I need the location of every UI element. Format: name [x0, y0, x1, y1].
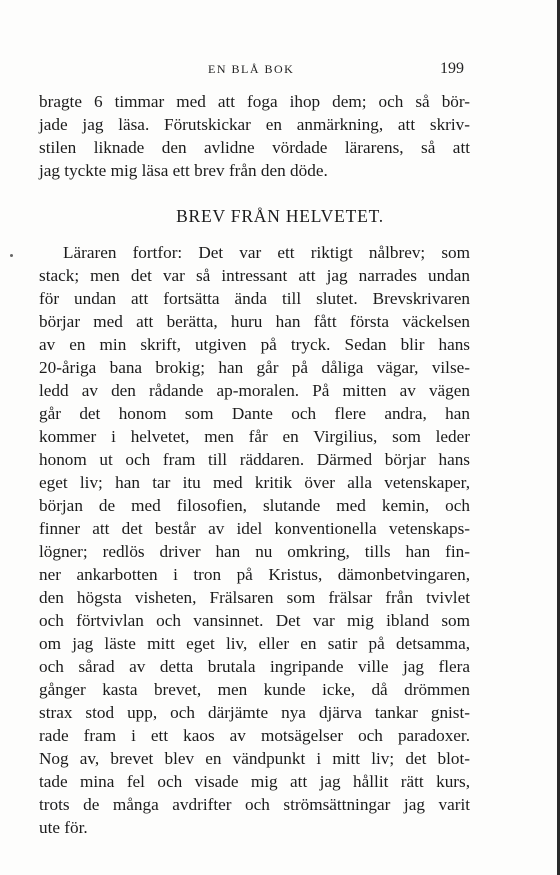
text-line: strax stod upp, och därjämte nya djärva tankar gnist- [39, 703, 470, 722]
text-line: Läraren fortfor: Det var ett riktigt nålbrev; som [63, 243, 470, 262]
running-header [0, 60, 560, 84]
text-line: ute för. [39, 818, 88, 837]
text-line: ledd av den rådande ap-moralen. På mitten av vägen [39, 381, 470, 400]
text-line: stack; men det var så intressant att jag narrades undan [39, 266, 470, 285]
text-line: ner ankarbotten i tron på Kristus, dämonbetvingaren, [39, 565, 470, 584]
margin-speck [10, 254, 13, 257]
text-line: den högsta visheten, Frälsaren som frälsar från tvivlet [39, 588, 470, 607]
text-line: börjar med att berätta, huru han fått första väckelsen [39, 312, 470, 331]
text-line: rade fram i ett kaos av motsägelser och paradoxer. [39, 726, 470, 745]
text-line: lögner; redlös driver han nu omkring, tills han fin- [39, 542, 470, 561]
text-line: går det honom som Dante och flere andra, han [39, 404, 470, 423]
text-line: av en min skrift, utgiven på tryck. Sedan blir hans [39, 335, 470, 354]
section-heading: BREV FRÅN HELVETET. [176, 206, 384, 226]
text-line: jag tyckte mig läsa ett brev från den döde. [39, 161, 328, 180]
text-line: gånger kasta brevet, men kunde icke, då drömmen [39, 680, 470, 699]
text-line: finner att det består av idel konventionella vetenskaps- [39, 519, 470, 538]
text-line: honom ut och fram till räddaren. Därmed börjar hans [39, 450, 470, 469]
text-line: bragte 6 timmar med att foga ihop dem; och så bör- [39, 92, 470, 111]
text-line: stilen liknade den avlidne vördade lärarens, så att [39, 138, 470, 157]
text-line: eget liv; han tar itu med kritik över alla vetenskaper, [39, 473, 470, 492]
text-line: början de med filosofien, slutande med kemin, och [39, 496, 470, 515]
text-line: och förtvivlan och vansinnet. Det var mig ibland som [39, 611, 470, 630]
text-line: trots de många avdrifter och strömsättningar jag varit [39, 795, 470, 814]
text-line: tade mina fel och visade mig att jag hållit rätt kurs, [39, 772, 470, 791]
text-line: om jag läste mitt eget liv, eller en satir på detsamma, [39, 634, 470, 653]
text-line: och sårad av detta brutala ingripande ville jag flera [39, 657, 470, 676]
text-line: Nog av, brevet blev en vändpunkt i mitt liv; det blot- [39, 749, 470, 768]
text-line: jade jag läsa. Förutskickar en anmärkning, att skriv- [39, 115, 470, 134]
page-number: 199 [440, 60, 464, 77]
text-line: 20-åriga bana brokig; han går på dåliga vägar, vilse- [39, 358, 470, 377]
text-line: för undan att fortsätta ända till slutet. Brevskrivaren [39, 289, 470, 308]
running-title: EN BLÅ BOK [208, 62, 295, 76]
text-line: kommer i helvetet, men får en Virgilius, som leder [39, 427, 470, 446]
